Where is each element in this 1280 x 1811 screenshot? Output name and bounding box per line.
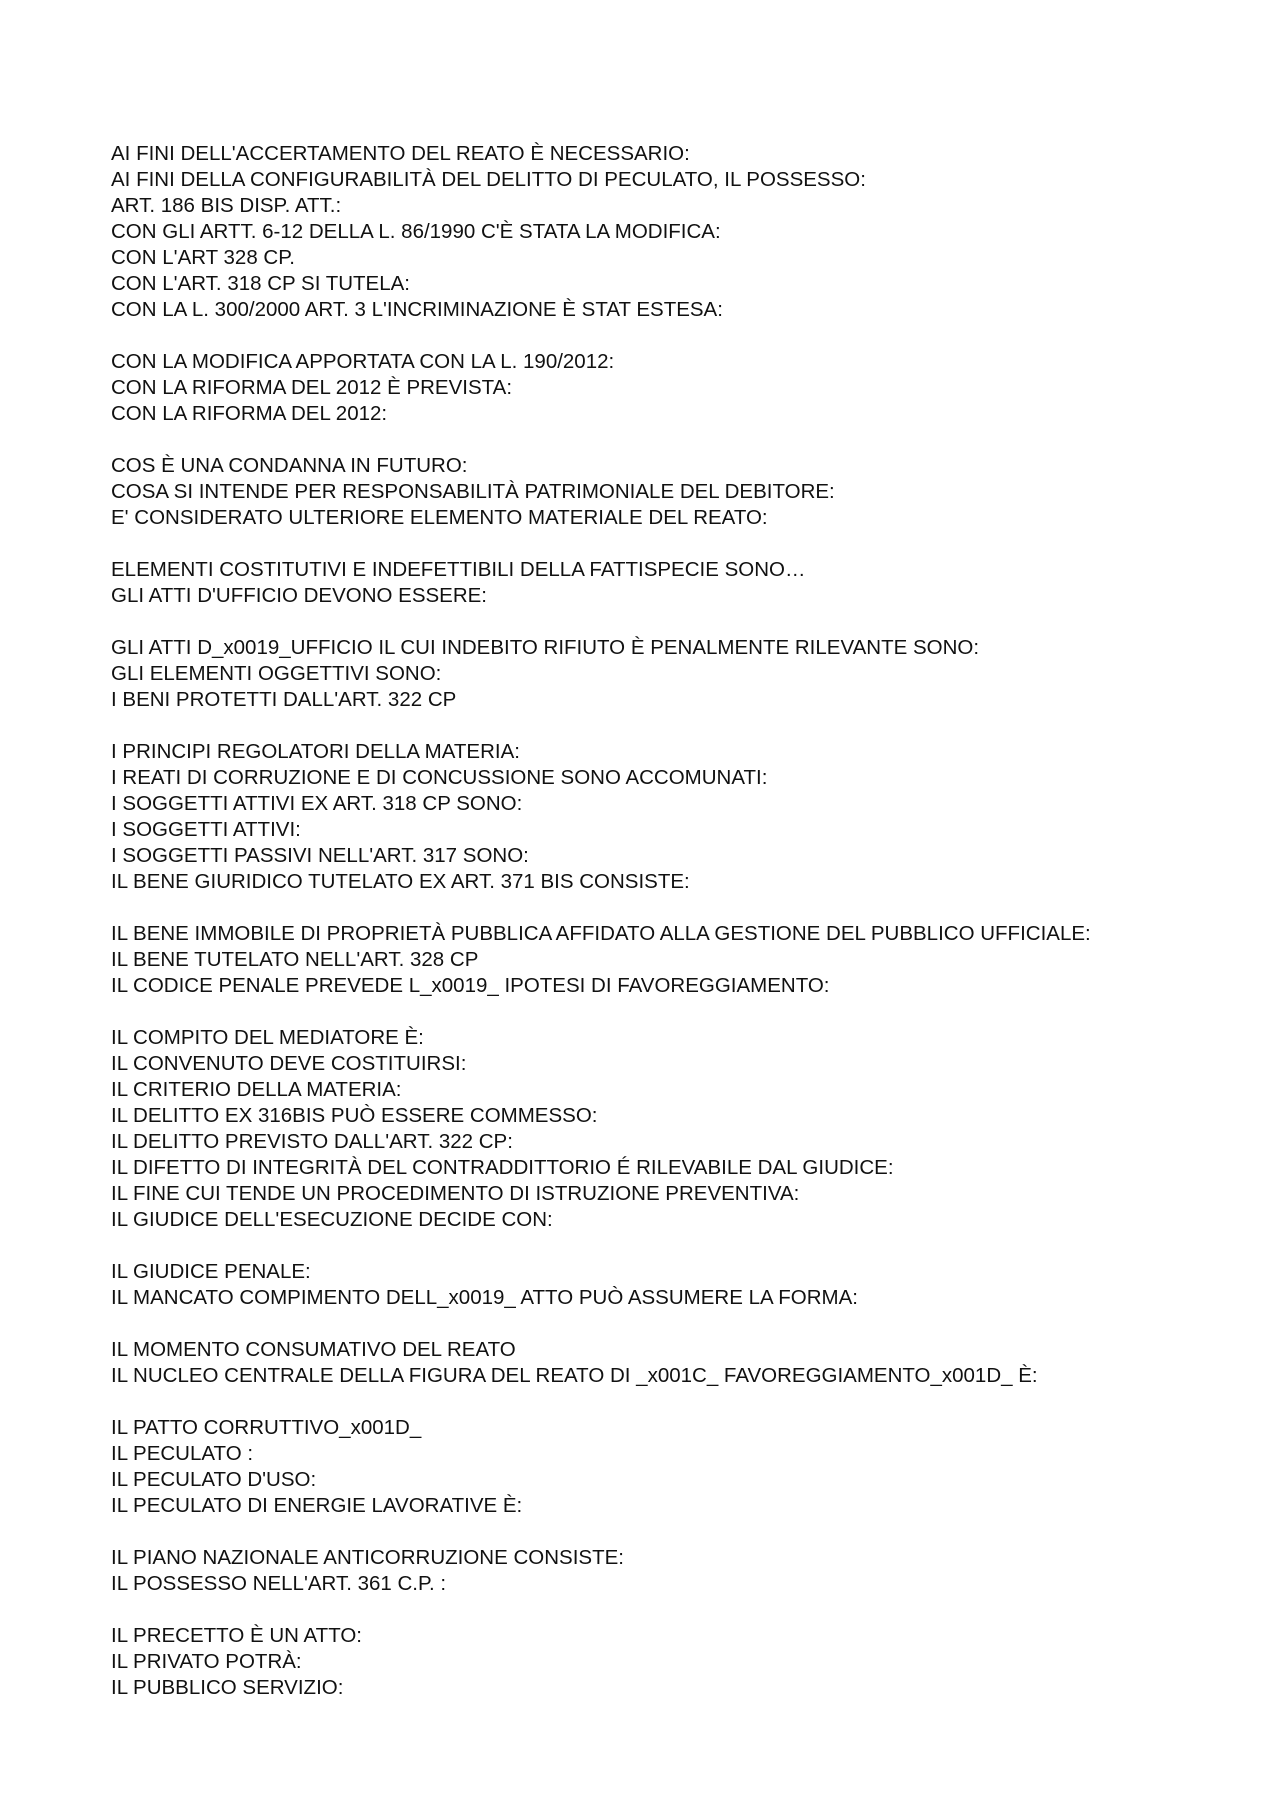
- text-line: IL BENE TUTELATO NELL'ART. 328 CP: [111, 948, 479, 971]
- text-line: IL PECULATO DI ENERGIE LAVORATIVE È:: [111, 1494, 523, 1517]
- text-line: IL POSSESSO NELL'ART. 361 C.P. :: [111, 1572, 447, 1595]
- blank-line: [111, 1233, 1211, 1259]
- text-line: CON GLI ARTT. 6-12 DELLA L. 86/1990 C'È STATA LA MODIFICA:: [111, 220, 721, 243]
- blank-line: [111, 895, 1211, 921]
- blank-line: [111, 531, 1211, 557]
- text-line: IL PIANO NAZIONALE ANTICORRUZIONE CONSISTE:: [111, 1546, 624, 1569]
- text-line: I REATI DI CORRUZIONE E DI CONCUSSIONE SONO ACCOMUNATI:: [111, 766, 768, 789]
- blank-line: [111, 1597, 1211, 1623]
- text-line: GLI ATTI D_x0019_UFFICIO IL CUI INDEBITO RIFIUTO È PENALMENTE RILEVANTE SONO:: [111, 636, 980, 659]
- blank-line: [111, 1519, 1211, 1545]
- text-line: ART. 186 BIS DISP. ATT.:: [111, 194, 342, 217]
- text-line: COS È UNA CONDANNA IN FUTURO:: [111, 454, 468, 477]
- text-line: IL PECULATO :: [111, 1442, 254, 1465]
- text-line: IL PRECETTO È UN ATTO:: [111, 1624, 362, 1647]
- text-line: I BENI PROTETTI DALL'ART. 322 CP: [111, 688, 457, 711]
- blank-line: [111, 609, 1211, 635]
- text-line: CON L'ART. 318 CP SI TUTELA:: [111, 272, 411, 295]
- text-line: IL CODICE PENALE PREVEDE L_x0019_ IPOTESI DI FAVOREGGIAMENTO:: [111, 974, 830, 997]
- text-line: AI FINI DELLA CONFIGURABILITÀ DEL DELITTO DI PECULATO, IL POSSESSO:: [111, 168, 866, 191]
- blank-line: [111, 1311, 1211, 1337]
- text-line: I PRINCIPI REGOLATORI DELLA MATERIA:: [111, 740, 520, 763]
- text-line: IL MANCATO COMPIMENTO DELL_x0019_ ATTO PUÒ ASSUMERE LA FORMA:: [111, 1286, 858, 1309]
- text-line: IL BENE GIURIDICO TUTELATO EX ART. 371 BIS CONSISTE:: [111, 870, 690, 893]
- text-line: E' CONSIDERATO ULTERIORE ELEMENTO MATERIALE DEL REATO:: [111, 506, 768, 529]
- text-line: IL DELITTO PREVISTO DALL'ART. 322 CP:: [111, 1130, 513, 1153]
- text-line: I SOGGETTI ATTIVI:: [111, 818, 301, 841]
- text-line: IL FINE CUI TENDE UN PROCEDIMENTO DI ISTRUZIONE PREVENTIVA:: [111, 1182, 800, 1205]
- text-line: CON LA RIFORMA DEL 2012:: [111, 402, 388, 425]
- text-line: IL DIFETTO DI INTEGRITÀ DEL CONTRADDITTORIO É RILEVABILE DAL GIUDICE:: [111, 1156, 894, 1179]
- text-line: I SOGGETTI PASSIVI NELL'ART. 317 SONO:: [111, 844, 529, 867]
- text-line: IL BENE IMMOBILE DI PROPRIETÀ PUBBLICA AFFIDATO ALLA GESTIONE DEL PUBBLICO UFFICIALE:: [111, 922, 1091, 945]
- blank-line: [111, 713, 1211, 739]
- text-line: IL GIUDICE PENALE:: [111, 1260, 311, 1283]
- text-line: IL MOMENTO CONSUMATIVO DEL REATO: [111, 1338, 516, 1361]
- text-line: ELEMENTI COSTITUTIVI E INDEFETTIBILI DELLA FATTISPECIE SONO…: [111, 558, 806, 581]
- text-line: COSA SI INTENDE PER RESPONSABILITÀ PATRIMONIALE DEL DEBITORE:: [111, 480, 835, 503]
- text-line: IL COMPITO DEL MEDIATORE È:: [111, 1026, 424, 1049]
- text-line: IL DELITTO EX 316BIS PUÒ ESSERE COMMESSO:: [111, 1104, 598, 1127]
- text-line: IL PRIVATO POTRÀ:: [111, 1650, 302, 1673]
- text-line: GLI ATTI D'UFFICIO DEVONO ESSERE:: [111, 584, 488, 607]
- text-line: IL PATTO CORRUTTIVO_x001D_: [111, 1416, 422, 1439]
- text-line: CON L'ART 328 CP.: [111, 246, 295, 269]
- blank-line: [111, 999, 1211, 1025]
- blank-line: [111, 1389, 1211, 1415]
- text-line: IL CRITERIO DELLA MATERIA:: [111, 1078, 402, 1101]
- text-line: CON LA L. 300/2000 ART. 3 L'INCRIMINAZIONE È STAT ESTESA:: [111, 298, 723, 321]
- blank-line: [111, 323, 1211, 349]
- text-line: AI FINI DELL'ACCERTAMENTO DEL REATO È NECESSARIO:: [111, 142, 690, 165]
- document-page: [111, 141, 1211, 1701]
- text-line: IL PUBBLICO SERVIZIO:: [111, 1676, 344, 1699]
- text-line: IL NUCLEO CENTRALE DELLA FIGURA DEL REATO DI _x001C_ FAVOREGGIAMENTO_x001D_ È:: [111, 1364, 1038, 1387]
- text-line: GLI ELEMENTI OGGETTIVI SONO:: [111, 662, 442, 685]
- text-line: CON LA RIFORMA DEL 2012 È PREVISTA:: [111, 376, 513, 399]
- text-line: IL PECULATO D'USO:: [111, 1468, 317, 1491]
- text-line: CON LA MODIFICA APPORTATA CON LA L. 190/2012:: [111, 350, 615, 373]
- text-line: IL GIUDICE DELL'ESECUZIONE DECIDE CON:: [111, 1208, 553, 1231]
- text-line: I SOGGETTI ATTIVI EX ART. 318 CP SONO:: [111, 792, 523, 815]
- text-line: IL CONVENUTO DEVE COSTITUIRSI:: [111, 1052, 467, 1075]
- blank-line: [111, 427, 1211, 453]
